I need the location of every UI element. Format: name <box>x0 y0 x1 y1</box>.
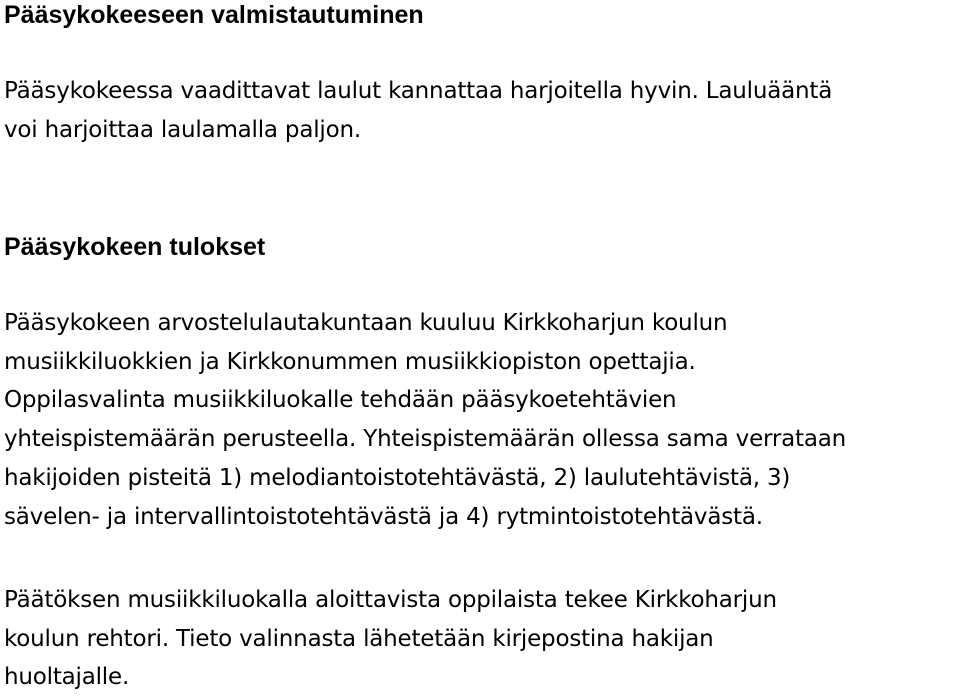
heading-exam-preparation: Pääsykokeeseen valmistautuminen <box>4 1 424 29</box>
paragraph-line: Pääsykokeessa vaadittavat laulut kannattaa harjoitella hyvin. Lauluääntä <box>4 78 833 104</box>
paragraph-exam-results <box>4 304 846 536</box>
paragraph-line: Oppilasvalinta musiikkiluokalle tehdään pääsykoetehtävien <box>4 387 677 414</box>
paragraph-line: koulun rehtori. Tieto valinnasta lähetetään kirjepostina hakijan <box>4 625 714 652</box>
paragraph-exam-preparation <box>4 72 832 149</box>
paragraph-selection-decision <box>4 581 777 697</box>
paragraph-line: voi harjoittaa laulamalla paljon. <box>4 116 361 143</box>
paragraph-line: Päätöksen musiikkiluokalla aloittavista oppilaista tekee Kirkkoharjun <box>4 587 777 613</box>
paragraph-line: huoltajalle. <box>4 664 130 691</box>
heading-exam-results: Pääsykokeen tulokset <box>4 233 266 261</box>
paragraph-line: sävelen- ja intervallintoistotehtävästä ja 4) rytmintoistotehtävästä. <box>4 503 763 530</box>
paragraph-line: Pääsykokeen arvostelulautakuntaan kuuluu Kirkkoharjun koulun <box>4 310 728 336</box>
paragraph-line: yhteispistemäärän perusteella. Yhteispistemäärän ollessa sama verrataan <box>4 426 847 453</box>
paragraph-line: hakijoiden pisteitä 1) melodiantoistotehtävästä, 2) laulutehtävistä, 3) <box>4 464 791 491</box>
paragraph-line: musiikkiluokkien ja Kirkkonummen musiikkiopiston opettajia. <box>4 348 696 375</box>
